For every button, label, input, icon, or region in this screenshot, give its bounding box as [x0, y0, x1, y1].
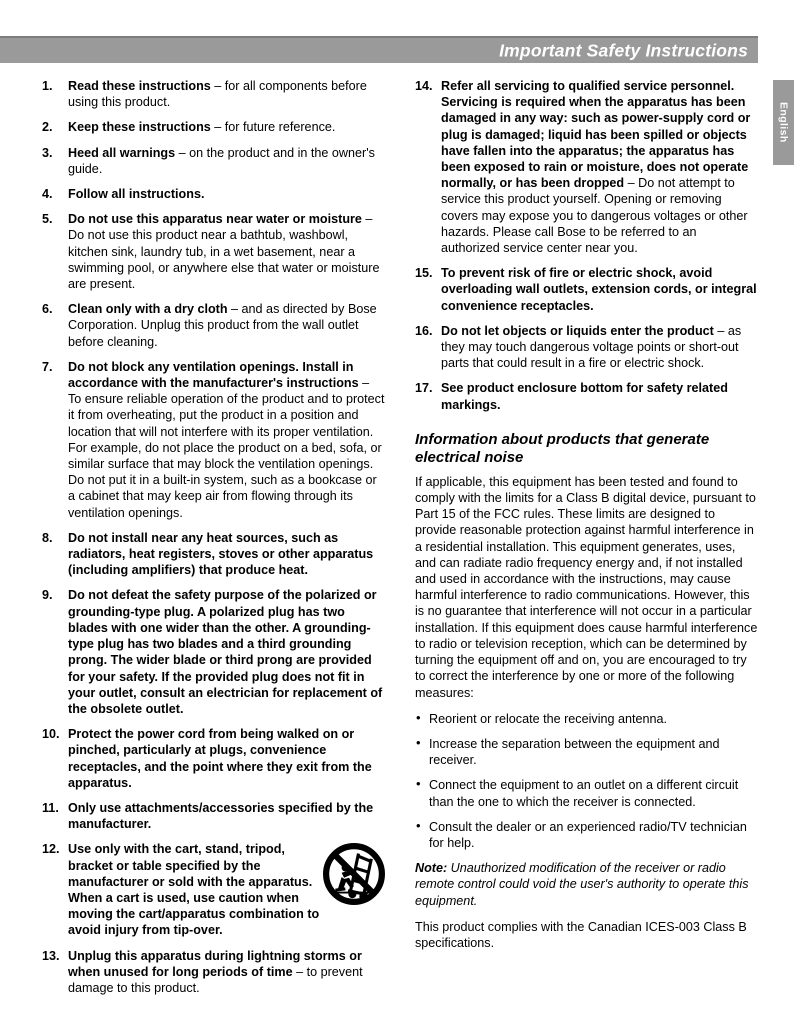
item-rest: – on the product and in the owner's guide.: [68, 145, 375, 176]
page-header-bar: [0, 36, 758, 63]
item-lead: Heed all warnings: [68, 145, 176, 160]
item-lead: Do not install near any heat sources, such as radiators, heat registers, stoves or other apparatus (including amplifiers) that produce heat.: [68, 530, 374, 578]
item-number: 10.: [42, 727, 60, 742]
list-item: [415, 78, 758, 256]
item-number: 7.: [42, 359, 53, 374]
language-tab-english: [773, 80, 794, 165]
item-lead: To prevent risk of fire or electric shock, avoid overloading wall outlets, extension cords, or integral convenience receptacles.: [441, 266, 757, 313]
bullet-icon: •: [416, 817, 421, 833]
item-rest: – To ensure reliable operation of the product and to protect it from overheating, put the product in a position and location that will not interfere with its proper ventilation. For example, do not place the product on a bed, sofa, or similar surface that may block the ventilation openings. Do not put it in a built-in system, such as a bookcase or a cabinet that may keep air from flowing through its ventilation openings.: [68, 376, 385, 520]
list-item: [415, 819, 758, 851]
fcc-paragraph: If applicable, this equipment has been tested and found to comply with the limits for a Class B digital device, pursuant to Part 15 of the FCC rules. These limits are designed to provide reasonable protection against harmful interference in a residential installation. This equipment generates, uses, and can radiate radio frequency energy and, if not installed and used in accordance with the instructions, may cause harmful interference to radio communications. However, this is no guarantee that interference will not occur in a particular installation. If this equipment does cause harmful interference to radio or television reception, which can be determined by turning the equipment off and on, you are encouraged to try to correct the interference by one or more of the following measures:: [415, 474, 758, 700]
item-rest: – Do not use this product near a bathtub, washbowl, kitchen sink, laundry tub, in a wet basement, near a swimming pool, or anywhere else that water or moisture are present.: [68, 212, 380, 292]
item-lead: Do not defeat the safety purpose of the polarized or grounding-type plug. A polarized plug has two blades with one wider than the other. A grounding-type plug has two blades and a third grounding prong. The wider blade or third prong are provided for your safety. If the provided plug does not fit in your outlet, consult an electrician for replacement of the obsolete outlet.: [68, 588, 383, 716]
list-item: [415, 736, 758, 768]
item-number: 16.: [415, 323, 433, 338]
item-lead: Keep these instructions: [68, 120, 211, 135]
item-lead: Use only with the cart, stand, tripod, bracket or table specified by the manufacturer or sold with the apparatus. When a cart is used, use caution when moving the cart/apparatus combination to avoid injury from tip-over.: [68, 842, 320, 938]
list-item: [42, 726, 385, 791]
list-item: [42, 841, 385, 938]
bullet-icon: •: [416, 734, 421, 750]
safety-list-left: [42, 78, 385, 996]
item-lead: Do not let objects or liquids enter the product: [441, 323, 714, 338]
cart-tip-over-warning-icon: [323, 843, 385, 905]
list-item: [42, 78, 385, 110]
list-item: [415, 380, 758, 412]
list-item: [42, 301, 385, 350]
item-number: 5.: [42, 212, 53, 227]
item-number: 11.: [42, 800, 59, 815]
item-rest: – and as directed by Bose Corporation. Unplug this product from the wall outlet before cleaning.: [68, 302, 377, 349]
item-lead: Only use attachments/accessories specified by the manufacturer.: [68, 800, 374, 832]
fcc-note: [415, 860, 758, 909]
item-number: 17.: [415, 381, 433, 396]
item-number: 2.: [42, 120, 53, 135]
bullet-text: Consult the dealer or an experienced radio/TV technician for help.: [429, 819, 747, 850]
left-column: [42, 78, 385, 1005]
item-number: 4.: [42, 187, 53, 202]
list-item: [42, 587, 385, 717]
item-number: 14.: [415, 79, 433, 93]
list-item: [42, 800, 385, 832]
item-rest: – for all components before using this product.: [68, 79, 367, 110]
item-rest: – to prevent damage to this product.: [68, 964, 363, 995]
item-lead: Do not use this apparatus near water or moisture: [68, 212, 362, 227]
list-item: [42, 359, 385, 521]
note-text: Unauthorized modification of the receiver or radio remote control could void the user's authority to operate this equipment.: [415, 861, 749, 908]
list-item: [415, 711, 758, 727]
note-label: Note:: [415, 861, 448, 876]
item-number: 1.: [42, 79, 53, 93]
item-lead: Refer all servicing to qualified service personnel. Servicing is required when the apparatus has been damaged in any way: such as power-supply cord or plug is damaged; liquid has been spilled or objects have fallen into the apparatus; the apparatus has been exposed to rain or moisture, does not operate normally, or has been dropped: [441, 79, 751, 191]
list-item: [415, 777, 758, 809]
bullet-icon: •: [416, 776, 421, 792]
safety-list-right: [415, 78, 758, 413]
right-column: [415, 78, 758, 1005]
item-number: 15.: [415, 266, 433, 281]
bullet-icon: •: [416, 709, 421, 725]
bullet-text: Increase the separation between the equipment and receiver.: [429, 736, 720, 768]
item-number: 3.: [42, 145, 53, 160]
page-title: Important Safety Instructions: [499, 40, 748, 60]
item-number: 12.: [42, 842, 60, 857]
item-number: 6.: [42, 302, 53, 317]
item-lead: See product enclosure bottom for safety related markings.: [441, 381, 728, 412]
item-lead: Do not block any ventilation openings. Install in accordance with the manufacturer's instructions: [68, 359, 359, 391]
item-lead: Unplug this apparatus during lightning storms or when unused for long periods of time: [68, 948, 362, 979]
item-rest: – for future reference.: [210, 120, 336, 135]
language-tab-label: English: [777, 102, 790, 143]
bullet-text: Connect the equipment to an outlet on a different circuit than the one to which the receiver is connected.: [429, 778, 739, 809]
list-item: [42, 186, 385, 202]
fcc-measures-list: [415, 711, 758, 851]
list-item: [42, 530, 385, 579]
item-number: 9.: [42, 588, 53, 603]
bullet-text: Reorient or relocate the receiving antenna.: [429, 711, 668, 726]
item-rest: – Do not attempt to service this product yourself. Opening or removing covers may expose you to dangerous voltages or other hazards. Please call Bose to be referred to an authorized service center near you.: [441, 176, 748, 256]
item-number: 13.: [42, 948, 60, 963]
item-lead: Protect the power cord from being walked on or pinched, particularly at plugs, convenience receptacles, and the point where they exit from the apparatus.: [68, 727, 372, 790]
list-item: [42, 119, 385, 135]
item-number: 8.: [42, 530, 53, 545]
section-heading-electrical-noise: Information about products that generate electrical noise: [415, 430, 710, 466]
list-item: [415, 265, 758, 314]
item-lead: Follow all instructions.: [68, 187, 205, 202]
item-lead: Read these instructions: [68, 79, 211, 93]
item-lead: Clean only with a dry cloth: [68, 302, 228, 317]
list-item: [42, 145, 385, 177]
list-item: [42, 948, 385, 997]
item-rest: – as they may touch dangerous voltage points or short-out parts that could result in a fire or electric shock.: [441, 323, 742, 371]
canadian-ices-paragraph: This product complies with the Canadian ICES-003 Class B specifications.: [415, 919, 747, 950]
list-item: [415, 323, 758, 372]
two-column-body: [42, 78, 758, 1005]
list-item: [42, 211, 385, 292]
